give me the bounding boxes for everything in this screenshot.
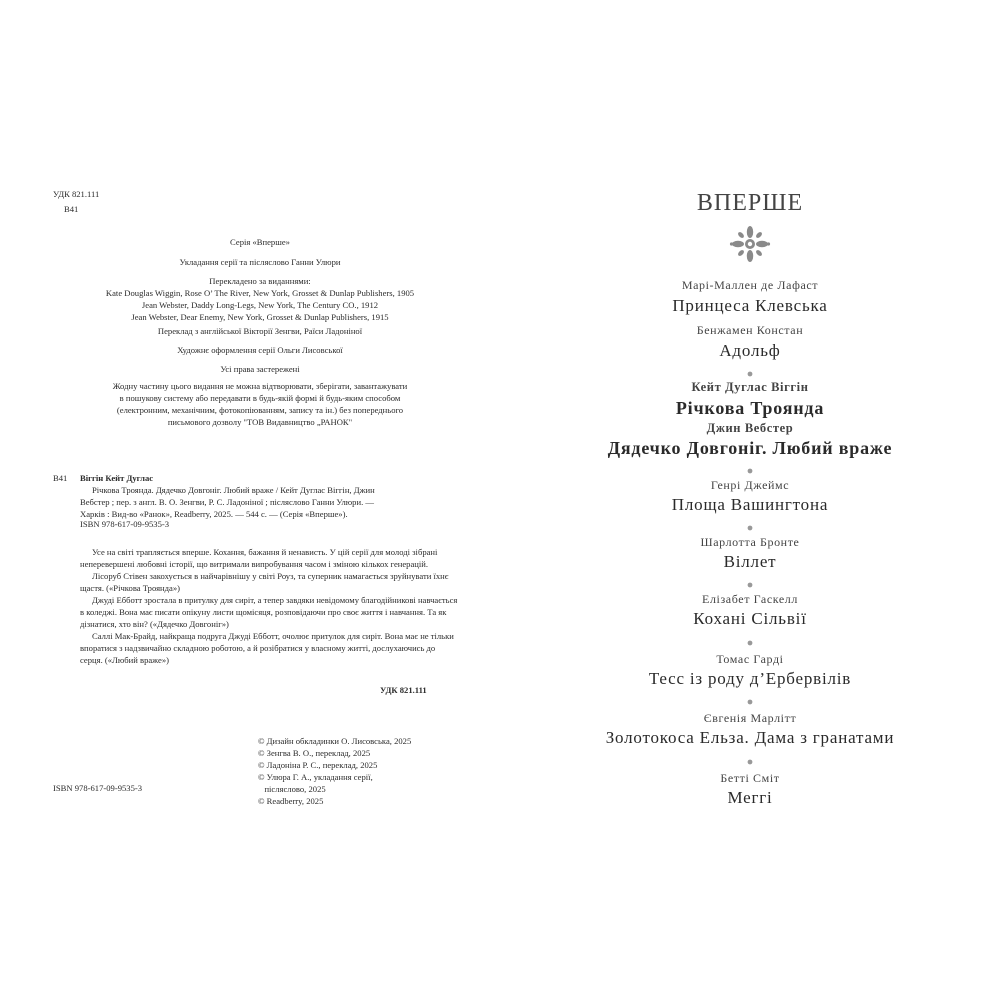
entry-title: Адольф <box>719 341 781 360</box>
entry-author: Елізабет Гаскелл <box>702 592 798 606</box>
entry-author: Бетті Сміт <box>720 771 780 785</box>
entry-title: Тесс із роду д’Ербервілів <box>648 669 852 688</box>
entry-author: Томас Гарді <box>716 652 784 666</box>
isbn-bottom: ISBN 978-617-09-9535-3 <box>53 783 143 793</box>
entry-author: Джин Вебстер <box>706 421 794 435</box>
legal-line: в пошукову систему або передавати в будь-якій формі й будь-яким способом <box>119 393 401 403</box>
annotation-paragraph: Усе на світі трапляється вперше. Кохання, бажання й ненависть. У цій серії для молоді зібрані неперевершені любовні історії, що витримали випробування часом і зміною кількох генерацій. <box>80 547 438 569</box>
copyright-line: © Улюра Г. А., укладання серії, <box>258 772 373 782</box>
entry-author: Кейт Дуглас Віггін <box>691 380 809 394</box>
author-mark: В41 <box>64 204 79 214</box>
catalog-author-mark: В41 <box>53 473 68 483</box>
translators-line: Переклад з англійської Вікторії Зенгви, Раїси Ладоніної <box>157 326 363 336</box>
legal-notice <box>62 380 458 428</box>
entry-title: Віллет <box>723 552 777 571</box>
annotation-paragraph: Саллі Мак-Брайд, найкраща подруга Джуді Ебботт, очолює притулок для сиріт. Вона має не тільки впоратися з надзвичайно складною роботою, а й розібратися у власному житті, дослухаючись до серця. («Любий враже») <box>80 631 454 665</box>
translated-from-block <box>62 275 458 323</box>
entry-author: Генрі Джеймс <box>710 478 790 492</box>
entry-title: Меггі <box>727 788 773 807</box>
copyright-line: © Зенгва В. О., переклад, 2025 <box>258 748 371 758</box>
source-edition: Kate Douglas Wiggin, Rose O’ The River, New York, Grosset & Dunlap Publishers, 1905 <box>105 288 415 298</box>
separator-icon <box>747 582 753 588</box>
catalog-author-heading: Віггін Кейт Дуглас <box>80 473 154 483</box>
series-title: ВПЕРШЕ <box>696 190 804 216</box>
rights-line: Усі права застережені <box>220 364 300 374</box>
source-edition: Jean Webster, Dear Enemy, New York, Grosset & Dunlap Publishers, 1915 <box>131 312 389 322</box>
entry-title: Золотокоса Ельза. Дама з гранатами <box>605 728 895 747</box>
entry-title: Площа Вашингтона <box>671 495 829 514</box>
copyright-line: © Ладоніна Р. С., переклад, 2025 <box>258 760 378 770</box>
separator-icon <box>747 371 753 377</box>
entry-title: Річкова Троянда <box>675 398 825 418</box>
separator-icon <box>747 640 753 646</box>
legal-line: письмового дозволу "ТОВ Видавництво „РАНОК" <box>167 417 353 427</box>
entry-author: Бенжамен Констан <box>696 323 804 337</box>
compiler-line: Укладання серії та післяслово Ганни Улюри <box>179 257 341 267</box>
catalog-line: Річкова Троянда. Дядечко Довгоніг. Любий враже / Кейт Дуглас Віггін, Джин <box>92 485 375 495</box>
entry-author: Марі-Маллен де Лафаст <box>681 278 819 292</box>
legal-line: (електронним, механічним, фотокопіюванням, запису та ін.) без попереднього <box>116 405 404 415</box>
separator-icon <box>747 468 753 474</box>
entry-title: Дядечко Довгоніг. Любий враже <box>607 438 893 458</box>
translated-from-heading: Перекладено за виданнями: <box>209 276 311 286</box>
udk-code-bottom: УДК 821.111 <box>380 685 427 695</box>
annotation-paragraph: Джуді Ебботт зростала в притулку для сиріт, а тепер завдяки невідомому благодійникові навчається в коледжі. Вона має писати опікуну листи щомісяця, розповідаючи про своє життя і навчання. Та як дізнатися, хто він? («Дядечко Довгоніг») <box>80 595 458 629</box>
entry-author: Шарлотта Бронте <box>700 535 800 549</box>
entry-author: Євгенія Марлітт <box>703 711 797 725</box>
separator-icon <box>747 525 753 531</box>
annotation-paragraph: Лісоруб Стівен закохується в найчарівнішу у світі Роуз, та суперник намагається зруйнувати їхнє щастя. («Річкова Троянда») <box>80 571 449 593</box>
floral-ornament-icon <box>729 224 771 269</box>
udk-code: УДК 821.111 <box>53 189 100 199</box>
copyright-block <box>258 735 411 807</box>
legal-line: Жодну частину цього видання не можна відтворювати, зберігати, завантажувати <box>112 381 408 391</box>
isbn-catalog: ISBN 978-617-09-9535-3 <box>80 519 170 529</box>
annotation <box>80 546 458 666</box>
artist-line: Художнє оформлення серії Ольги Лисовської <box>177 345 343 355</box>
entry-title: Кохані Сільвії <box>693 609 807 628</box>
source-edition: Jean Webster, Daddy Long-Legs, New York, The Century CO., 1912 <box>141 300 379 310</box>
catalog-line: Харків : Вид-во «Ранок», Readberry, 2025. — 544 с. — (Серія «Вперше»). <box>80 509 348 519</box>
series-page <box>500 0 1000 1000</box>
series-line: Серія «Вперше» <box>230 237 290 247</box>
catalog-line: Вебстер ; пер. з англ. В. О. Зенгви, Р. С. Ладоніної ; післяслово Ганни Улюри. — <box>80 497 374 507</box>
catalog-description <box>80 484 458 520</box>
separator-icon <box>747 759 753 765</box>
copyright-line: © Readberry, 2025 <box>258 796 324 806</box>
entry-title: Принцеса Клевська <box>672 296 828 315</box>
separator-icon <box>747 699 753 705</box>
copyright-line: © Дизайн обкладинки О. Лисовська, 2025 <box>258 736 412 746</box>
copyright-line: післяслово, 2025 <box>258 784 326 794</box>
